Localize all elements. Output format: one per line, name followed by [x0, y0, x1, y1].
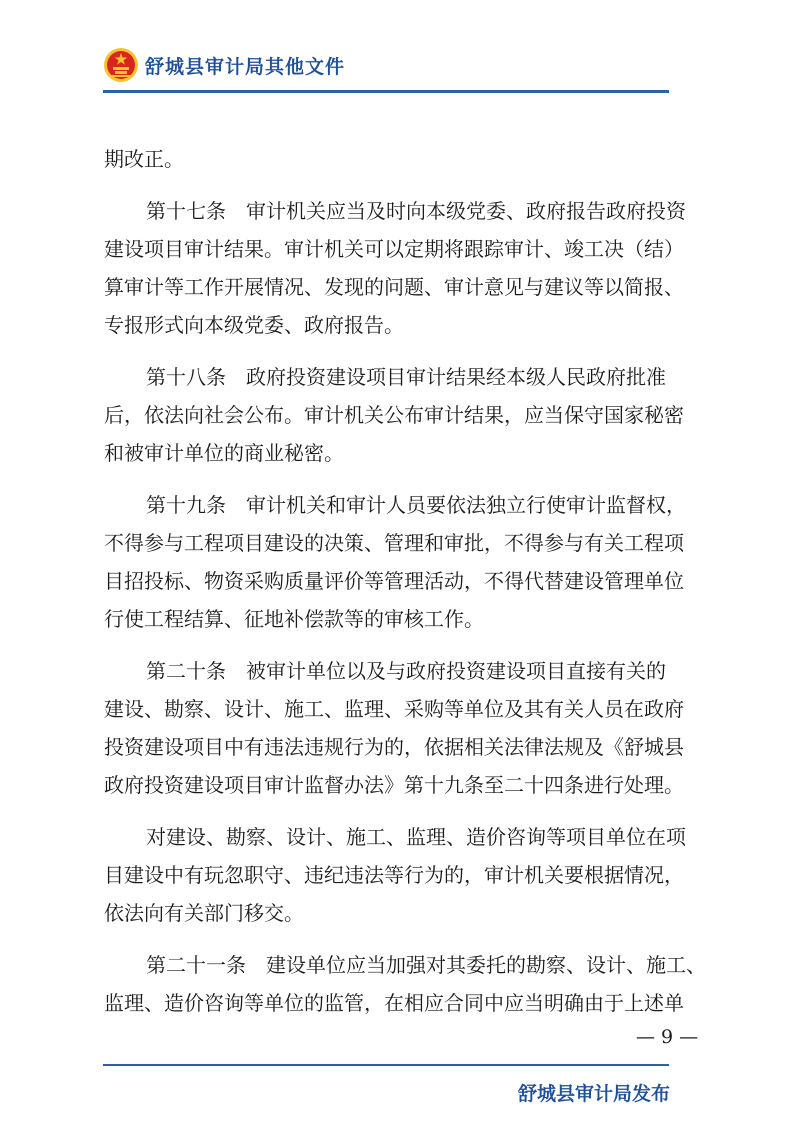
text-line: 和被审计单位的商业秘密。 [104, 441, 344, 465]
text-line: 第十九条 审计机关和审计人员要依法独立行使审计监督权， [146, 493, 686, 517]
paragraph [104, 818, 694, 932]
text-line: 期改正。 [104, 147, 184, 171]
text-line: 建设项目审计结果。审计机关可以定期将跟踪审计、竣工决（结） [104, 237, 684, 261]
text-line: 投资建设项目中有违法违规行为的，依据相关法律法规及《舒城县 [104, 735, 684, 759]
page-number: — 9 — [636, 1026, 699, 1048]
text-line: 目招投标、物资采购质量评价等管理活动，不得代替建设管理单位 [104, 569, 684, 593]
header-divider [103, 90, 669, 93]
text-line: 第二十一条 建设单位应当加强对其委托的勘察、设计、施工、 [146, 953, 706, 977]
paragraph [104, 192, 694, 344]
paragraph [104, 140, 694, 178]
text-line: 算审计等工作开展情况、发现的问题、审计意见与建议等以简报、 [104, 275, 684, 299]
paragraph [104, 486, 694, 638]
text-line: 政府投资建设项目审计监督办法》第十九条至二十四条进行处理。 [104, 773, 684, 797]
text-line: 依法向有关部门移交。 [104, 901, 304, 925]
text-line: 建设、勘察、设计、施工、监理、采购等单位及其有关人员在政府 [104, 697, 684, 721]
text-line: 不得参与工程项目建设的决策、管理和审批，不得参与有关工程项 [104, 531, 684, 555]
paragraph [104, 946, 706, 1022]
header-title: 舒城县审计局其他文件 [145, 56, 346, 78]
document-body [104, 140, 706, 1022]
text-line: 对建设、勘察、设计、施工、监理、造价咨询等项目单位在项 [146, 825, 686, 849]
text-line: 第二十条 被审计单位以及与政府投资建设项目直接有关的 [146, 659, 666, 683]
text-line: 第十八条 政府投资建设项目审计结果经本级人民政府批准 [146, 365, 666, 389]
national-emblem-icon [103, 47, 139, 83]
text-line: 目建设中有玩忽职守、违纪违法等行为的，审计机关要根据情况， [104, 863, 684, 887]
paragraph [104, 358, 694, 472]
text-line: 行使工程结算、征地补偿款等的审核工作。 [104, 607, 484, 631]
footer-divider [103, 1064, 669, 1066]
footer-publisher: 舒城县审计局发布 [518, 1083, 671, 1105]
text-line: 监理、造价咨询等单位的监管，在相应合同中应当明确由于上述单 [104, 991, 684, 1015]
text-line: 第十七条 审计机关应当及时向本级党委、政府报告政府投资 [146, 199, 686, 223]
text-line: 后，依法向社会公布。审计机关公布审计结果，应当保守国家秘密 [104, 403, 684, 427]
text-line: 专报形式向本级党委、政府报告。 [104, 313, 404, 337]
paragraph [104, 652, 694, 804]
page-header [103, 44, 669, 84]
